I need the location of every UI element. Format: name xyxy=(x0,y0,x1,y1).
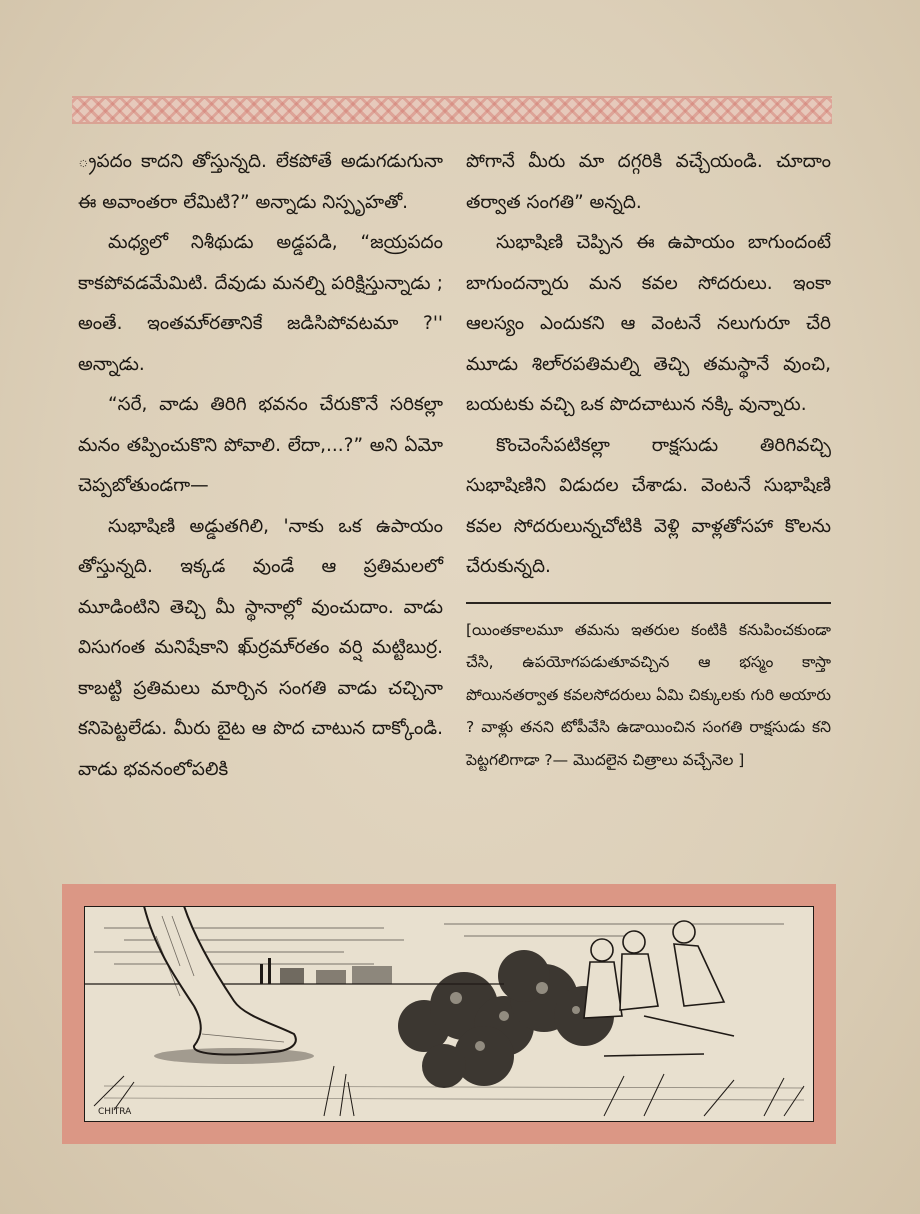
paragraph: “సరే, వాడు తిరిగి భవనం చేరుకొనే సరికల్లా మనం తప్పించుకొని పోవాలి. లేదా,...?” అని ఏమో చెప్పబోతుండగా— xyxy=(78,394,443,496)
paragraph: పోగానే మీరు మా దగ్గరికి వచ్చేయండి. చూదాం తర్వాత సంగతి” అన్నది. xyxy=(466,151,831,213)
illustration-drawing xyxy=(84,906,814,1122)
continuation-note: [యింతకాలమూ తమను ఇతరుల కంటికి కనుపించకుండా చేసి, ఉపయోగపడుతూవచ్చిన ఆ భస్మం కాస్తా పోయినతర్వాత కవలసోదరులు ఏమి చిక్కులకు గురి అయారు ? వాళ్లు తనని టోపీవేసి ఉడాయించిన సంగతి రాక్షసుడు కని పెట్టగలిగాడా ?— మొదలైన చిత్రాలు వచ్చేనెల ] xyxy=(466,620,831,769)
decorative-header-band xyxy=(72,96,832,124)
story-illustration xyxy=(62,884,836,1144)
paragraph: మధ్యలో నిశీథుడు అడ్డపడి, “జయ్రపదం కాకపోవడమేమిటి. దేవుడు మనల్ని పరిక్షిస్తున్నాడు ; అంతే. ఇంతమా్రతానికే జడిసిపోవటమా ?'' అన్నాడు. xyxy=(78,232,443,375)
paragraph: సుభాషిణి చెప్పిన ఈ ఉపాయం బాగుందంటే బాగుందన్నారు మన కవల సోదరులు. ఇంకా ఆలస్యం ఎందుకని ఆ వెంటనే నలుగురూ చేరి మూడు శిలా్రపతిమల్ని తెచ్చి తమస్థానే వుంచి, బయటకు వచ్చి ఒక పొదచాటున నక్కి వున్నారు. xyxy=(466,232,831,415)
left-column xyxy=(78,142,443,790)
paragraph: ్రపదం కాదని తోస్తున్నది. లేకపోతే అడుగడుగునా ఈ అవాంతరా లేమిటి?” అన్నాడు నిస్పృహతో. xyxy=(78,151,443,213)
artist-signature: CHITRA xyxy=(98,1107,132,1117)
section-divider xyxy=(466,602,831,604)
paragraph: కొంచెంసేపటికల్లా రాక్షసుడు తిరిగివచ్చి సుభాషిణిని విడుదల చేశాడు. వెంటనే సుభాషిణి కవల సోదరులున్నచోటికి వెళ్లి వాళ్లతోసహా కొలను చేరుకున్నది. xyxy=(466,434,831,577)
paragraph: సుభాషిణి అడ్డుతగిలి, 'నాకు ఒక ఉపాయం తోస్తున్నది. ఇక్కడ వుండే ఆ ప్రతిమలలో మూడింటిని తెచ్చి మీ స్థానాల్లో వుంచుదాం. వాడు విసుగంత మనిషేకాని ఖు్ర్రమా్రతం వర్షి మట్టిబుర్ర. కాబట్టి ప్రతిమలు మార్చిన సంగతి వాడు చచ్చినా కనిపెట్టలేడు. మీరు బైట ఆ పొద చాటున దాక్కోండి. వాడు భవనంలోపలికి xyxy=(78,515,443,780)
right-column xyxy=(466,142,831,776)
